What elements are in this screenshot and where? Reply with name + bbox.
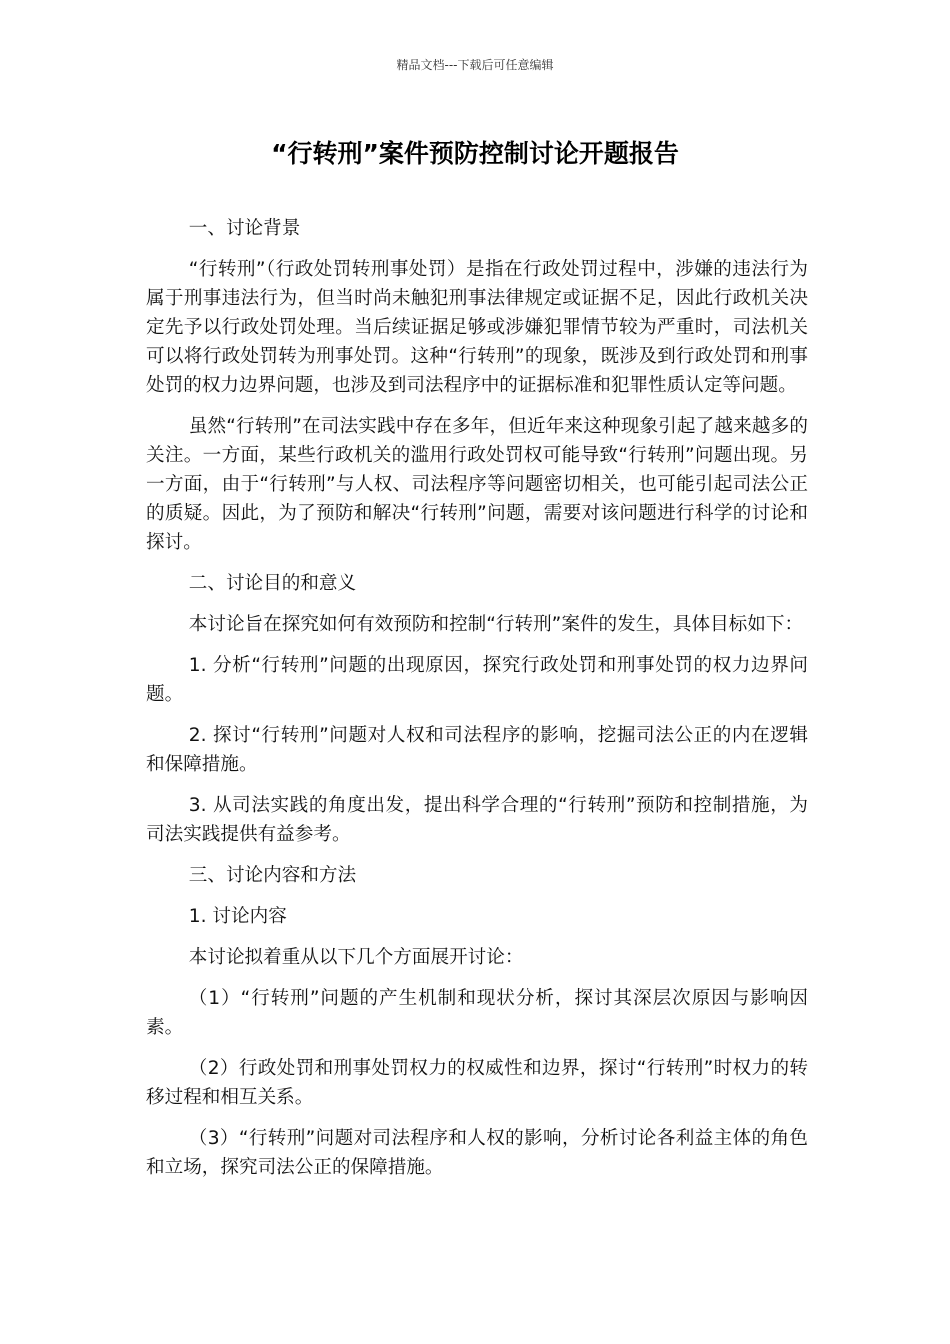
document-body: [146, 214, 808, 1194]
section-heading-content-method: 三、讨论内容和方法: [188, 865, 357, 886]
paragraph: “行转刑”（行政处罚转刑事处罚）是指在行政处罚过程中，涉嫌的违法行为属于刑事违法行为，但当时尚未触犯刑事法律规定或证据不足，因此行政机关决定先予以行政处罚处理。当后续证据足够或涉嫌犯罪情节较为严重时，司法机关可以将行政处罚转为刑事处罚。这种“行转刑”的现象，既涉及到行政处罚和刑事处罚的权力边界问题，也涉及到司法程序中的证据标准和犯罪性质认定等问题。: [146, 259, 808, 396]
document-title: “行转刑”案件预防控制讨论开题报告: [271, 139, 679, 168]
paragraph: 本讨论旨在探究如何有效预防和控制“行转刑”案件的发生，具体目标如下：: [188, 614, 804, 635]
page-header: 精品文档---下载后可任意编辑: [396, 58, 554, 72]
section-heading-background: 一、讨论背景: [188, 218, 301, 239]
content-item: （1）“行转刑”问题的产生机制和现状分析，探讨其深层次原因与影响因素。: [146, 988, 808, 1038]
paragraph: 虽然“行转刑”在司法实践中存在多年，但近年来这种现象引起了越来越多的关注。一方面，某些行政机关的滥用行政处罚权可能导致“行转刑”问题出现。另一方面，由于“行转刑”与人权、司法程序等问题密切相关，也可能引起司法公正的质疑。因此，为了预防和解决“行转刑”问题，需要对该问题进行科学的讨论和探讨。: [146, 416, 808, 553]
goal-item: 1. 分析“行转刑”问题的出现原因，探究行政处罚和刑事处罚的权力边界问题。: [146, 655, 808, 705]
section-heading-purpose: 二、讨论目的和意义: [188, 573, 357, 594]
goal-item: 2. 探讨“行转刑”问题对人权和司法程序的影响，挖掘司法公正的内在逻辑和保障措施。: [146, 725, 808, 775]
goal-item: 3. 从司法实践的角度出发，提出科学合理的“行转刑”预防和控制措施，为司法实践提供有益参考。: [146, 795, 808, 845]
content-item: （3）“行转刑”问题对司法程序和人权的影响，分析讨论各利益主体的角色和立场，探究司法公正的保障措施。: [146, 1128, 808, 1178]
subsection-heading-content: 1. 讨论内容: [188, 906, 287, 927]
paragraph: 本讨论拟着重从以下几个方面展开讨论：: [188, 947, 524, 968]
content-item: （2）行政处罚和刑事处罚权力的权威性和边界，探讨“行转刑”时权力的转移过程和相互关系。: [146, 1058, 808, 1108]
